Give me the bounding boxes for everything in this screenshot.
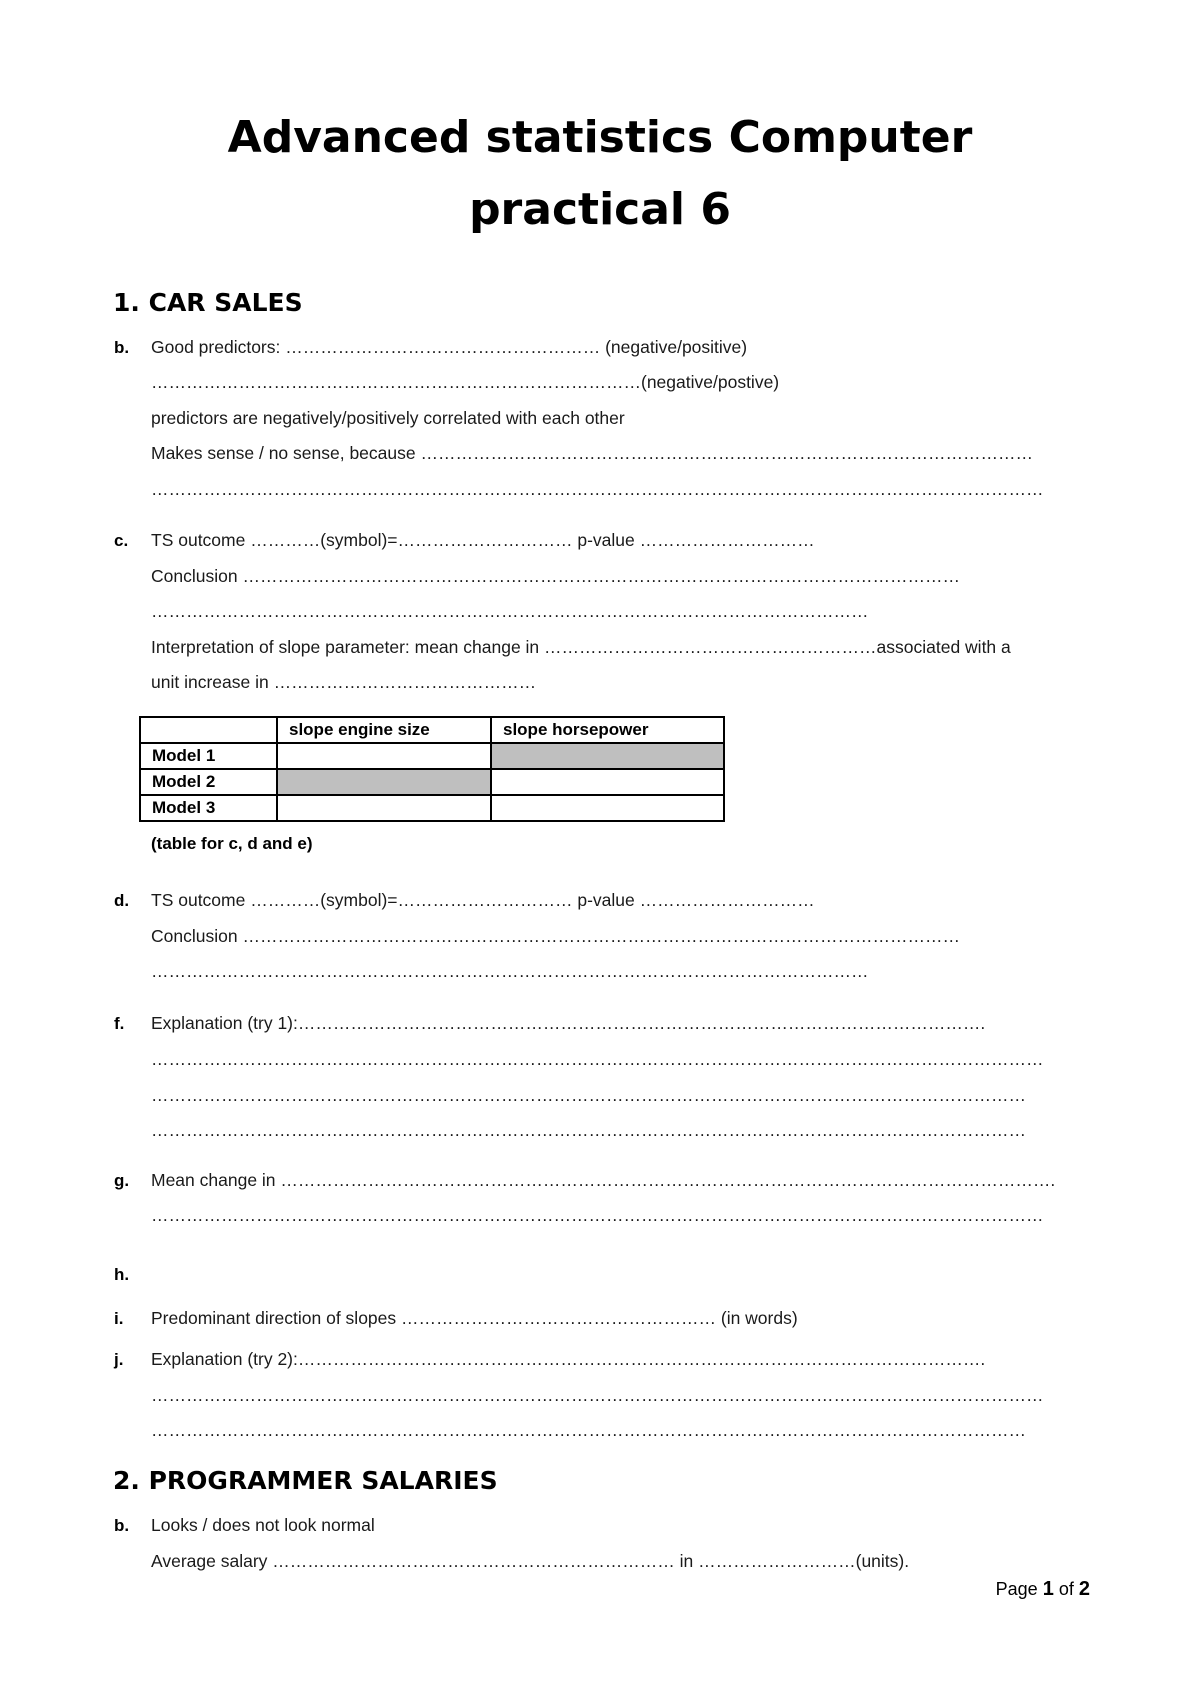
- table-header-row: [140, 717, 724, 743]
- answer-line: Looks / does not look normal: [151, 1515, 375, 1535]
- answer-line: TS outcome …………(symbol)=………………………… p-value …………………………: [151, 890, 815, 910]
- item-label-h: h.: [114, 1265, 130, 1284]
- row-label: Model 2: [140, 769, 277, 795]
- item-label-c: c.: [114, 531, 129, 550]
- page-current: 1: [1042, 1578, 1054, 1600]
- answer-line: ………………………………………………………………………………………………………………………………………: [151, 479, 1044, 499]
- answer-line: ……………………………………………………………………………………………………………: [151, 601, 869, 621]
- answer-line: Mean change in …………………………………………………………………………………………………………………….: [151, 1170, 1056, 1190]
- answer-line: Interpretation of slope parameter: mean change in …………………………………………………associated with a: [151, 637, 1011, 657]
- item-label-b: b.: [114, 338, 130, 357]
- table-header-cell: [140, 717, 277, 743]
- section-heading-car-sales: 1. CAR SALES: [113, 288, 303, 317]
- table-cell[interactable]: [277, 743, 491, 769]
- page-of: of: [1058, 1579, 1074, 1599]
- table-cell[interactable]: [491, 769, 724, 795]
- table-cell-shaded: [491, 743, 724, 769]
- page-number: [996, 1578, 1090, 1601]
- item-label-g: g.: [114, 1171, 130, 1190]
- answer-line: ……………………………………………………………………………………………………………………………………: [151, 1420, 1026, 1440]
- item-label-b: b.: [114, 1516, 130, 1535]
- slopes-table: [139, 716, 725, 822]
- item-label-f: f.: [114, 1014, 125, 1033]
- answer-line: Predominant direction of slopes ……………………………………………… (in words): [151, 1308, 798, 1328]
- row-label: Model 1: [140, 743, 277, 769]
- section-heading-programmer-salaries: 2. PROGRAMMER SALARIES: [113, 1466, 498, 1495]
- page-title-line-1: Advanced statistics Computer: [227, 112, 973, 163]
- answer-line: ………………………………………………………………………………………………………………………………………: [151, 1049, 1044, 1069]
- answer-line: …………………………………………………………………………(negative/postive): [151, 372, 780, 392]
- answer-line: ………………………………………………………………………………………………………………………………………: [151, 1385, 1044, 1405]
- answer-line: TS outcome …………(symbol)=………………………… p-value …………………………: [151, 530, 815, 550]
- answer-line: Explanation (try 1):……………………………………………………………………………………………………….: [151, 1013, 986, 1033]
- page-prefix: Page: [995, 1579, 1038, 1599]
- page-title-line-2: practical 6: [469, 184, 731, 235]
- answer-line: ……………………………………………………………………………………………………………………………………: [151, 1085, 1026, 1105]
- table-cell[interactable]: [277, 795, 491, 821]
- answer-line: Average salary …………………………………………………………… in ………………………(units).: [151, 1551, 910, 1571]
- row-label: Model 3: [140, 795, 277, 821]
- answer-line: Conclusion ……………………………………………………………………………………………………………: [151, 926, 960, 946]
- page-total: 2: [1078, 1578, 1090, 1600]
- item-label-j: j.: [114, 1350, 124, 1369]
- table-cell-shaded: [277, 769, 491, 795]
- answer-line: ……………………………………………………………………………………………………………………………………: [151, 1120, 1026, 1140]
- table-row: [140, 743, 724, 769]
- answer-line: Makes sense / no sense, because ……………………………………………………………………………………………: [151, 443, 1033, 463]
- table-row: [140, 769, 724, 795]
- answer-line: Good predictors: ……………………………………………… (negative/positive): [151, 337, 748, 357]
- table-header-cell: slope horsepower: [491, 717, 724, 743]
- answer-line: ………………………………………………………………………………………………………………………………………: [151, 1205, 1044, 1225]
- table-note: (table for c, d and e): [151, 834, 313, 853]
- answer-line: unit increase in ………………………………………: [151, 672, 537, 692]
- answer-line: predictors are negatively/positively correlated with each other: [151, 408, 625, 428]
- answer-line: Explanation (try 2):……………………………………………………………………………………………………….: [151, 1349, 986, 1369]
- item-label-i: i.: [114, 1309, 124, 1328]
- answer-line: Conclusion ……………………………………………………………………………………………………………: [151, 566, 960, 586]
- table-row: [140, 795, 724, 821]
- item-label-d: d.: [114, 891, 130, 910]
- table-header-cell: slope engine size: [277, 717, 491, 743]
- table-cell[interactable]: [491, 795, 724, 821]
- answer-line: ……………………………………………………………………………………………………………: [151, 961, 869, 981]
